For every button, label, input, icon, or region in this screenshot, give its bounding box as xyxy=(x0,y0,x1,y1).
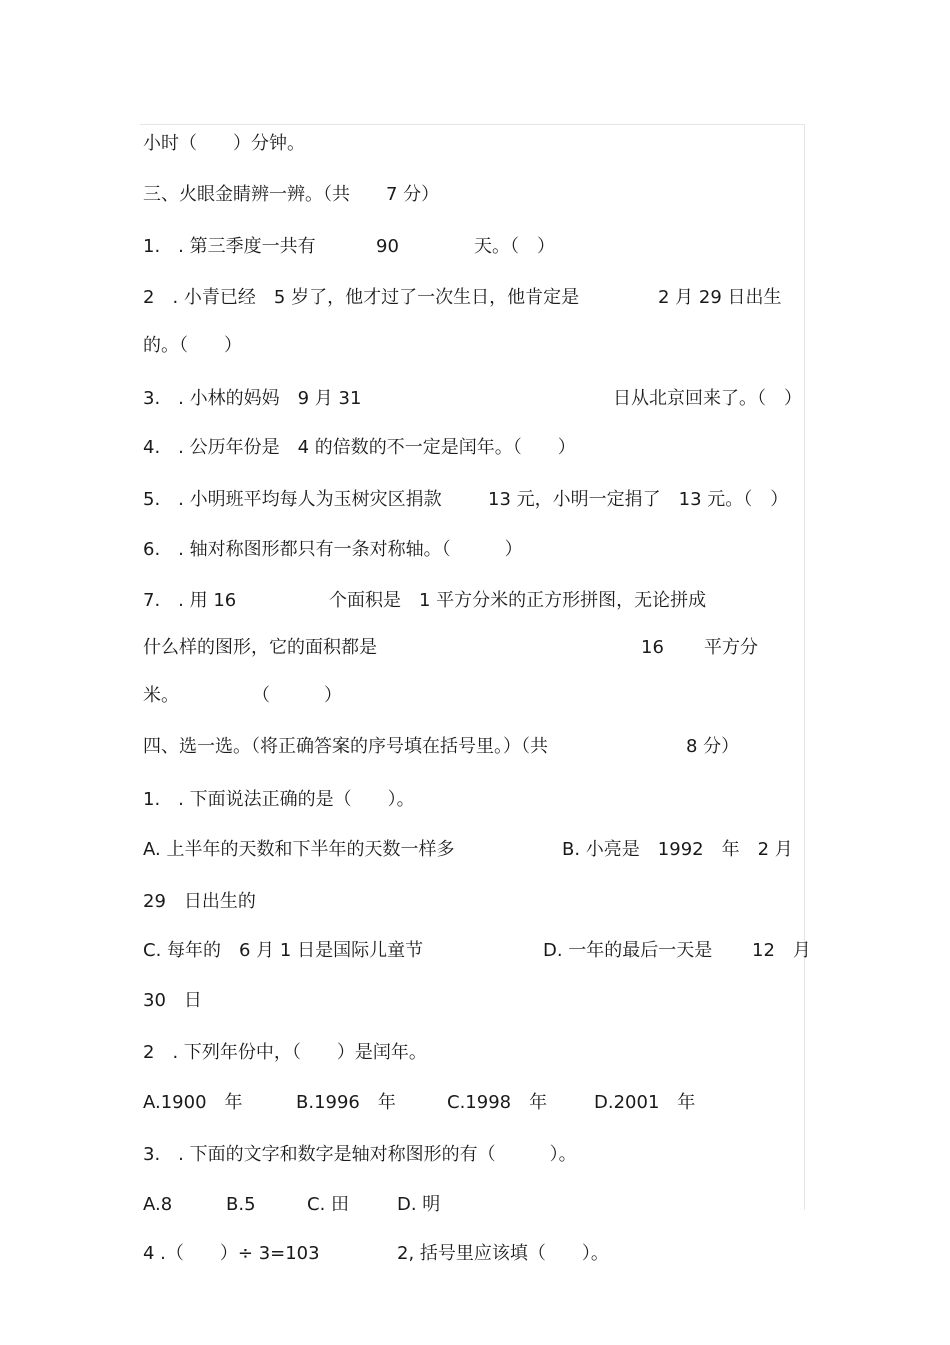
q4-1-option-d-cont: 30 日 xyxy=(143,990,202,1011)
q3-7-text-c: 什么样的图形，它的面积都是 xyxy=(143,637,377,658)
q3-2-tail: 的。（ ） xyxy=(143,335,242,356)
q3-7-unit: 平方分 xyxy=(704,637,758,658)
q3-3-text: 3. . 小林的妈妈 9 月 31 xyxy=(143,388,362,409)
q3-4-text: 4. . 公历年份是 4 的倍数的不一定是闰年。（ ） xyxy=(143,437,576,458)
q4-3-option-b: B.5 xyxy=(226,1194,256,1215)
q3-1-text: 1. . 第三季度一共有 xyxy=(143,236,316,257)
q4-3-option-c: C. 田 xyxy=(307,1194,350,1215)
q4-4-text: 4 .（ ）÷ 3=103 xyxy=(143,1243,320,1264)
q4-1-option-b-cont: 29 日出生的 xyxy=(143,891,256,912)
q3-7-number: 16 xyxy=(641,637,664,658)
q4-1-option-b: B. 小亮是 1992 年 2 月 xyxy=(562,839,793,860)
q4-2-option-c: C.1998 年 xyxy=(447,1092,548,1113)
q4-1-option-d-date: 12 月 xyxy=(752,940,811,961)
q3-7-text: 7. . 用 16 xyxy=(143,590,237,611)
q3-1-number: 90 xyxy=(376,236,399,257)
q3-7-brackets: （ ） xyxy=(252,685,342,706)
q3-5-text: 5. . 小明班平均每人为玉树灾区捐款 xyxy=(143,489,442,510)
q3-1-tail: 天。（ ） xyxy=(474,236,555,257)
q4-2-option-b: B.1996 年 xyxy=(296,1092,396,1113)
q4-1-option-d: D. 一年的最后一天是 xyxy=(543,940,713,961)
q4-1-option-c: C. 每年的 6 月 1 日是国际儿童节 xyxy=(143,940,424,961)
q4-3-text: 3. . 下面的文字和数字是轴对称图形的有（ ）。 xyxy=(143,1144,577,1165)
q3-5-tail: 13 元，小明一定捐了 13 元。（ ） xyxy=(488,489,789,510)
section-3-title: 三、火眼金睛辨一辨。（共 7 分） xyxy=(143,184,440,205)
q4-2-text: 2 . 下列年份中，（ ）是闰年。 xyxy=(143,1042,427,1063)
q4-3-option-a: A.8 xyxy=(143,1194,173,1215)
q4-2-option-a: A.1900 年 xyxy=(143,1092,243,1113)
q3-3-tail: 日从北京回来了。（ ） xyxy=(613,388,802,409)
q4-1-option-a: A. 上半年的天数和下半年的天数一样多 xyxy=(143,839,455,860)
q3-6-text: 6. . 轴对称图形都只有一条对称轴。（ ） xyxy=(143,539,523,560)
section-4-title: 四、选一选。（将正确答案的序号填在括号里。）（共 xyxy=(143,736,548,757)
q3-7-text-b: 个面积是 1 平方分米的正方形拼图，无论拼成 xyxy=(329,590,707,611)
q4-1-text: 1. . 下面说法正确的是（ ）。 xyxy=(143,789,415,810)
q4-4-tail: 2, 括号里应该填（ ）。 xyxy=(397,1243,609,1264)
section-4-score: 8 分） xyxy=(686,736,740,757)
q4-2-option-d: D.2001 年 xyxy=(594,1092,696,1113)
q4-3-option-d: D. 明 xyxy=(397,1194,441,1215)
q3-2-date: 2 月 29 日出生 xyxy=(658,287,782,308)
continued-line: 小时（ ）分钟。 xyxy=(143,133,305,154)
q3-2-text: 2 . 小青已经 5 岁了，他才过了一次生日，他肯定是 xyxy=(143,287,580,308)
q3-7-unit-end: 米。 xyxy=(143,685,179,706)
